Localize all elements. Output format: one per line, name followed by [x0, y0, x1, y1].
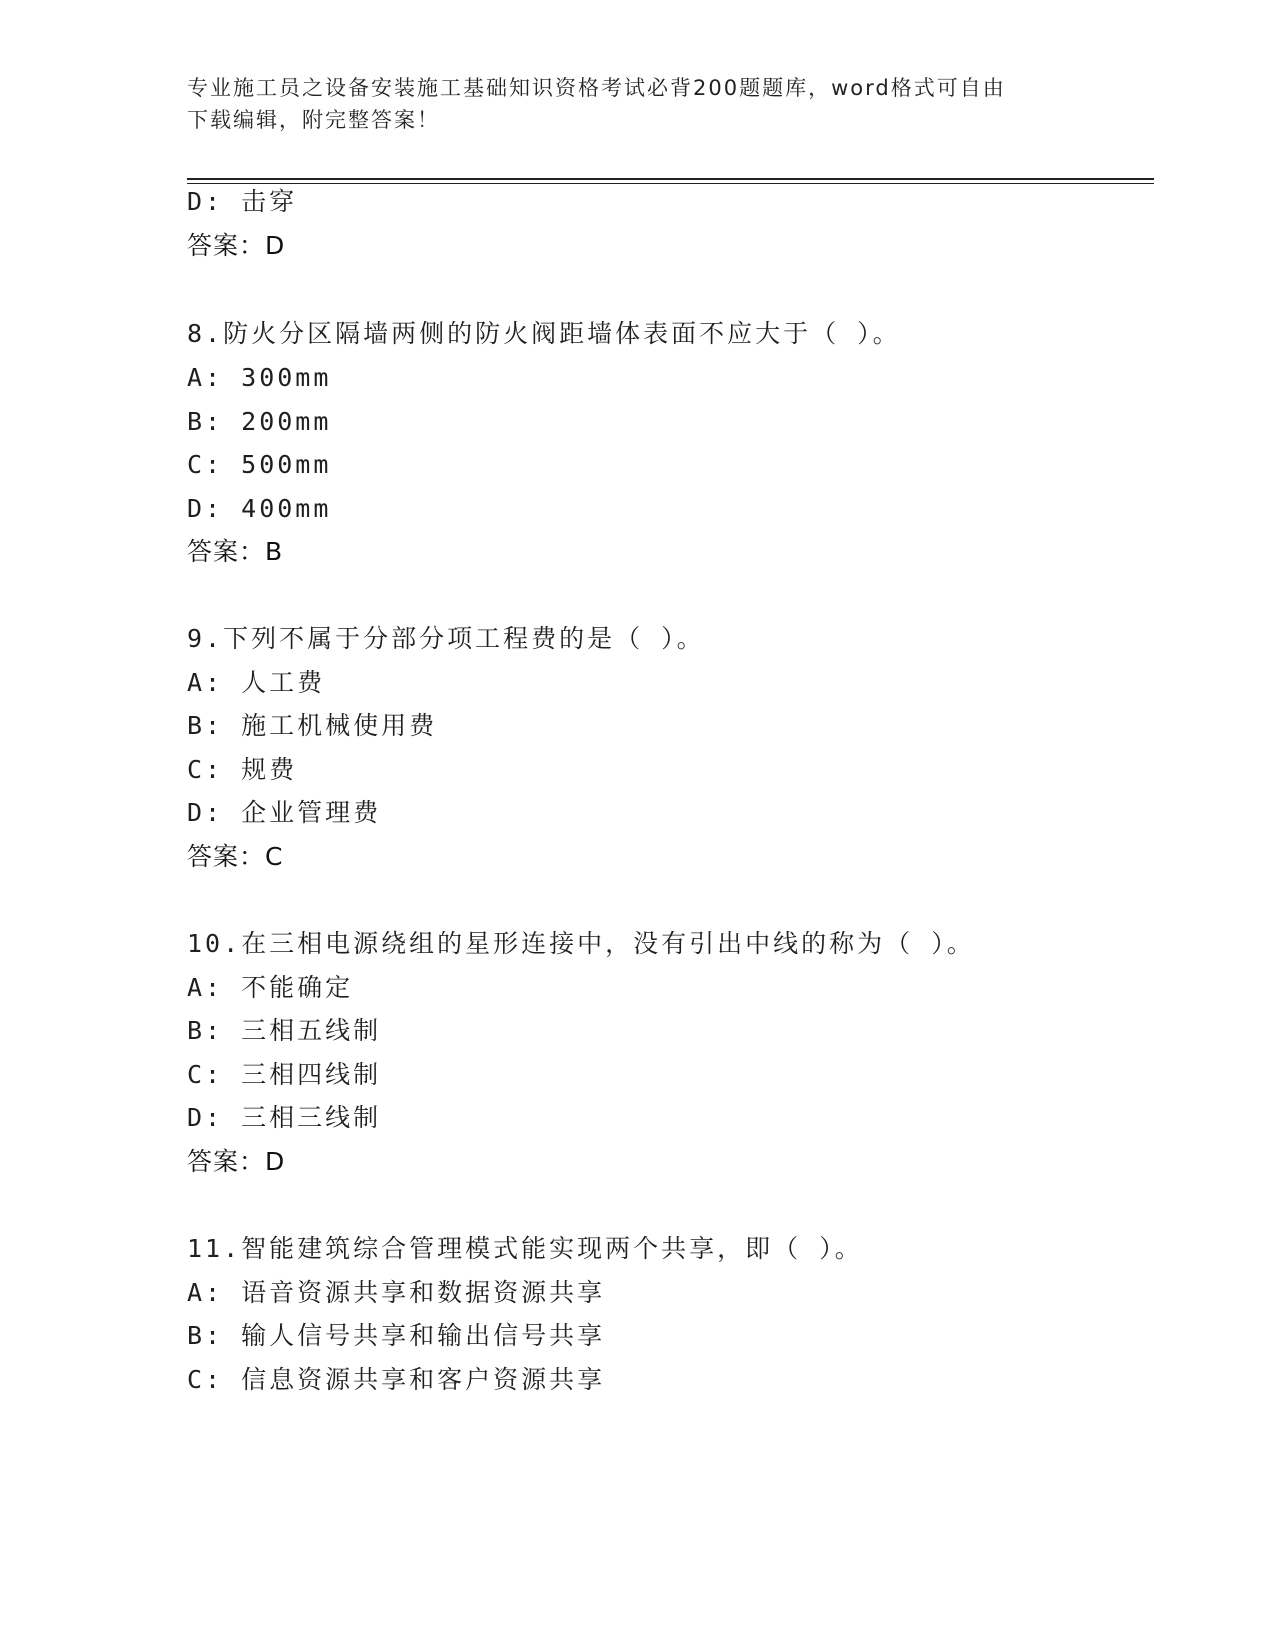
- option-d: D: 三相三线制: [187, 1103, 382, 1132]
- header-divider: [187, 178, 1154, 184]
- header-title-line-1: 专业施工员之设备安装施工基础知识资格考试必背200题题库，word格式可自由: [187, 76, 1006, 100]
- option-a: A: 300mm: [187, 363, 332, 392]
- option-d: D: 击穿: [187, 187, 298, 216]
- option-b: B: 施工机械使用费: [187, 711, 438, 740]
- option-a: A: 不能确定: [187, 973, 354, 1002]
- option-a: A: 人工费: [187, 668, 326, 697]
- answer-line: 答案：D: [187, 231, 286, 260]
- answer-line: 答案：B: [187, 537, 284, 566]
- question-stem: 10.在三相电源绕组的星形连接中，没有引出中线的称为（ ）。: [187, 929, 975, 958]
- question-stem: 8.防火分区隔墙两侧的防火阀距墙体表面不应大于（ ）。: [187, 319, 901, 348]
- option-c: C: 500mm: [187, 450, 332, 479]
- page-header: [187, 72, 1067, 136]
- option-c: C: 规费: [187, 755, 298, 784]
- option-b: B: 三相五线制: [187, 1016, 382, 1045]
- option-d: D: 企业管理费: [187, 798, 382, 827]
- answer-line: 答案：C: [187, 842, 284, 871]
- option-d: D: 400mm: [187, 494, 332, 523]
- option-c: C: 三相四线制: [187, 1060, 382, 1089]
- header-title-line-2: 下载编辑，附完整答案！: [187, 108, 440, 132]
- answer-line: 答案：D: [187, 1147, 286, 1176]
- option-a: A: 语音资源共享和数据资源共享: [187, 1278, 606, 1307]
- option-b: B: 输人信号共享和输出信号共享: [187, 1321, 606, 1350]
- option-c: C: 信息资源共享和客户资源共享: [187, 1365, 606, 1394]
- question-stem: 9.下列不属于分部分项工程费的是（ ）。: [187, 624, 705, 653]
- option-b: B: 200mm: [187, 407, 332, 436]
- question-stem: 11.智能建筑综合管理模式能实现两个共享，即（ ）。: [187, 1234, 863, 1263]
